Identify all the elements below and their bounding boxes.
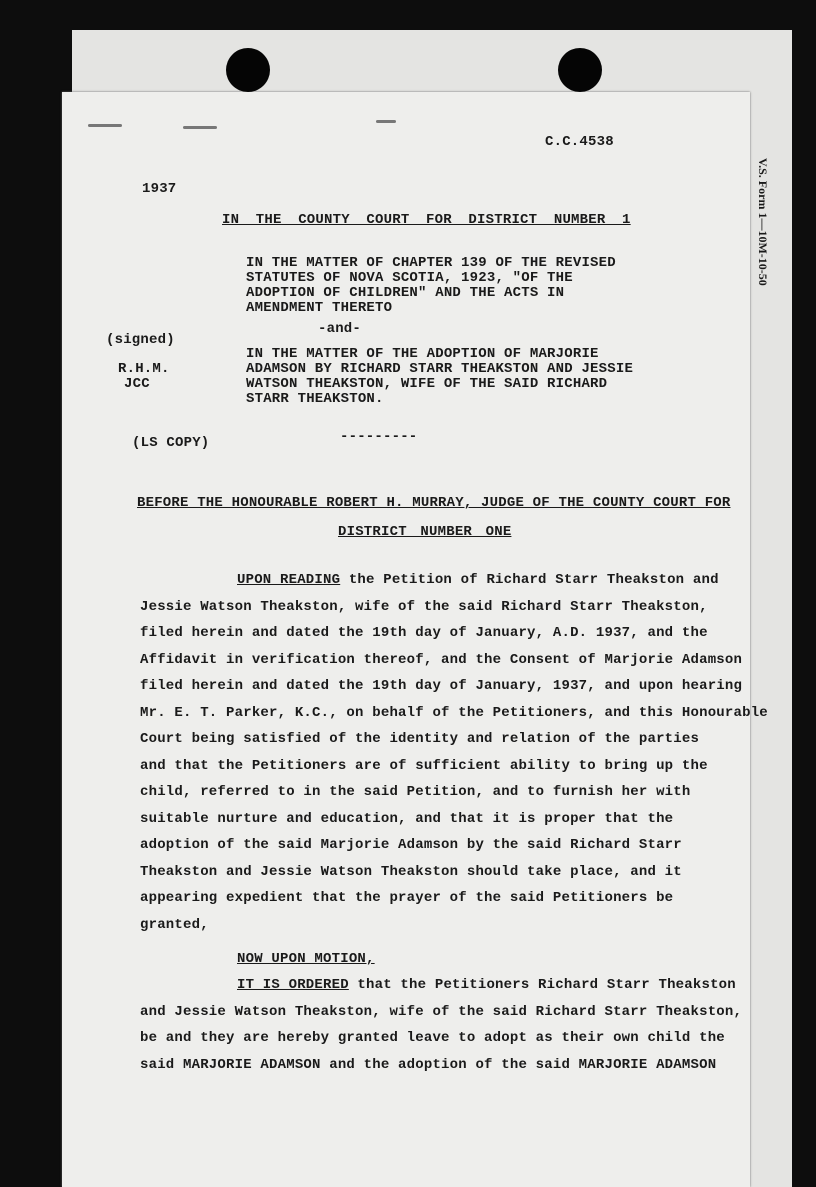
text-line: ADOPTION OF CHILDREN" AND THE ACTS IN (246, 285, 565, 301)
ls-copy: (LS COPY) (132, 435, 210, 451)
text-line: adoption of the said Marjorie Adamson by the said Richard Starr (140, 837, 682, 853)
text-line: Affidavit in verification thereof, and the Consent of Marjorie Adamson (140, 652, 743, 668)
text-line: and Jessie Watson Theakston, wife of the said Richard Starr Theakston, (140, 1004, 743, 1020)
text-line: and that the Petitioners are of sufficient ability to bring up the (140, 758, 708, 774)
punch-hole (558, 48, 602, 92)
text-line: IN THE MATTER OF CHAPTER 139 OF THE REVISED (246, 255, 616, 271)
judge-heading: BEFORE THE HONOURABLE ROBERT H. MURRAY, JUDGE OF THE COUNTY COURT FOR (137, 495, 731, 511)
and-separator: -and- (318, 321, 362, 337)
year: 1937 (142, 181, 177, 197)
text-line: suitable nurture and education, and that it is proper that the (140, 811, 674, 827)
text-line: STARR THEAKSTON. (246, 391, 384, 407)
text-line: WATSON THEAKSTON, WIFE OF THE SAID RICHARD (246, 376, 608, 392)
upon-reading: UPON READING (237, 572, 341, 588)
text-line: AMENDMENT THERETO (246, 300, 393, 316)
form-number: V.S. Form 1—10M-10-50 (756, 158, 770, 286)
text-line: filed herein and dated the 19th day of January, A.D. 1937, and the (140, 625, 708, 641)
dash-separator: --------- (340, 429, 418, 445)
text-line: appearing expedient that the prayer of the said Petitioners be (140, 890, 674, 906)
it-is-ordered: IT IS ORDERED (237, 977, 349, 993)
text-line: the Petition of Richard Starr Theakston and (340, 572, 719, 588)
staple (183, 126, 217, 129)
now-upon-motion: NOW UPON MOTION, (237, 951, 375, 967)
court-heading: IN THE COUNTY COURT FOR DISTRICT NUMBER 1 (222, 212, 631, 228)
text-line: be and they are hereby granted leave to adopt as their own child the (140, 1030, 725, 1046)
text-line: filed herein and dated the 19th day of January, 1937, and upon hearing (140, 678, 743, 694)
staple (88, 124, 122, 127)
text-line: Theakston and Jessie Watson Theakston should take place, and it (140, 864, 682, 880)
text-line: child, referred to in the said Petition, and to furnish her with (140, 784, 691, 800)
text-line: ADAMSON BY RICHARD STARR THEAKSTON AND JESSIE (246, 361, 634, 377)
signed-label: (signed) (106, 332, 175, 348)
signed-initials: R.H.M. (118, 361, 170, 377)
text-line: Court being satisfied of the identity and relation of the parties (140, 731, 700, 747)
staple (376, 120, 396, 123)
text-line: said MARJORIE ADAMSON and the adoption of the said MARJORIE ADAMSON (140, 1057, 717, 1073)
text-line: granted, (140, 917, 209, 933)
text-line: Mr. E. T. Parker, K.C., on behalf of the Petitioners, and this Honourable (140, 705, 768, 721)
text-line: that the Petitioners Richard Starr Theakston (348, 977, 736, 993)
signed-title: JCC (124, 376, 150, 392)
file-number: C.C.4538 (545, 134, 614, 150)
judge-heading-2: DISTRICT NUMBER ONE (338, 524, 512, 540)
text-line: STATUTES OF NOVA SCOTIA, 1923, "OF THE (246, 270, 573, 286)
text-line: IN THE MATTER OF THE ADOPTION OF MARJORIE (246, 346, 599, 362)
text-line: Jessie Watson Theakston, wife of the said Richard Starr Theakston, (140, 599, 708, 615)
punch-hole (226, 48, 270, 92)
